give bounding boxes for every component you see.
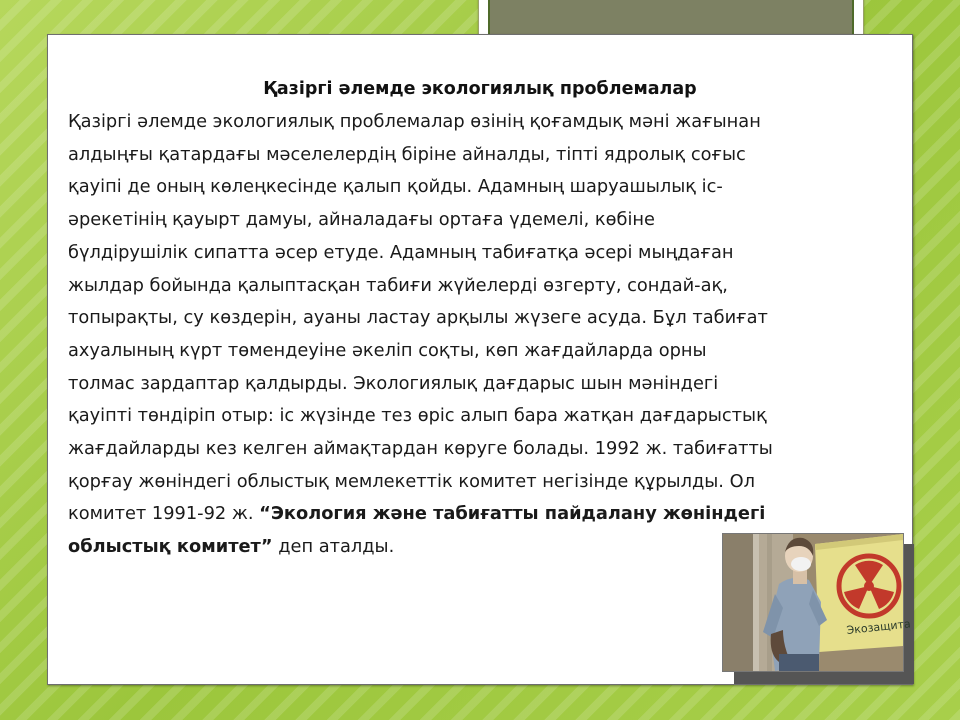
body-line: қауіпті төндіріп отыр: іс жүзінде тез өріс алып бара жатқан дағдарыстық [68,405,767,427]
body-text [68,106,906,564]
committee-name-bold: облыстық комитет” [68,536,273,558]
protest-photo [722,533,912,672]
slide-title: Қазіргі әлемде экологиялық проблемалар [263,79,697,99]
body-line: жағдайларды кез келген аймақтардан көруге болады. 1992 ж. табиғатты [68,438,773,460]
body-line: қауіпі де оның көлеңкесінде қалып қойды. Адамның шаруашылық іс- [68,176,723,198]
body-line: ахуалының күрт төмендеуіне әкеліп соқты, көп жағдайларда орны [68,339,707,361]
body-line: топырақты, су көздерін, ауаны ластау арқылы жүзеге асуда. Бұл табиғат [68,307,768,329]
body-line-plain: комитет 1991-92 ж. [68,503,260,525]
body-line [68,498,906,531]
body-line: алдыңғы қатардағы мәселелердің біріне айналды, тіпті ядролық соғыс [68,143,746,165]
body-line: жылдар бойында қалыптасқан табиғи жүйелерді өзгерту, сондай-ақ, [68,274,728,296]
body-line: бүлдірушілік сипатта әсер етуде. Адамның табиғатқа әсері мыңдаған [68,241,734,263]
body-line-plain: деп аталды. [272,536,395,558]
committee-name-bold: “Экология және табиғатты пайдалану жөніндегі [259,503,766,525]
protest-photo-icon [723,534,912,671]
body-line: толмас зардаптар қалдырды. Экологиялық дағдарыс шын мәніндегі [68,372,719,394]
banner-text: Экозащита [845,617,912,637]
body-line: Қазіргі әлемде экологиялық проблемалар өзінің қоғамдық мәні жағынан [68,111,761,132]
body-line: қорғау жөніндегі облыстық мемлекеттік комитет негізінде құрылды. Ол [68,470,755,492]
body-line: әрекетінің қауырт дамуы, айналадағы ортаға үдемелі, көбіне [68,209,655,231]
